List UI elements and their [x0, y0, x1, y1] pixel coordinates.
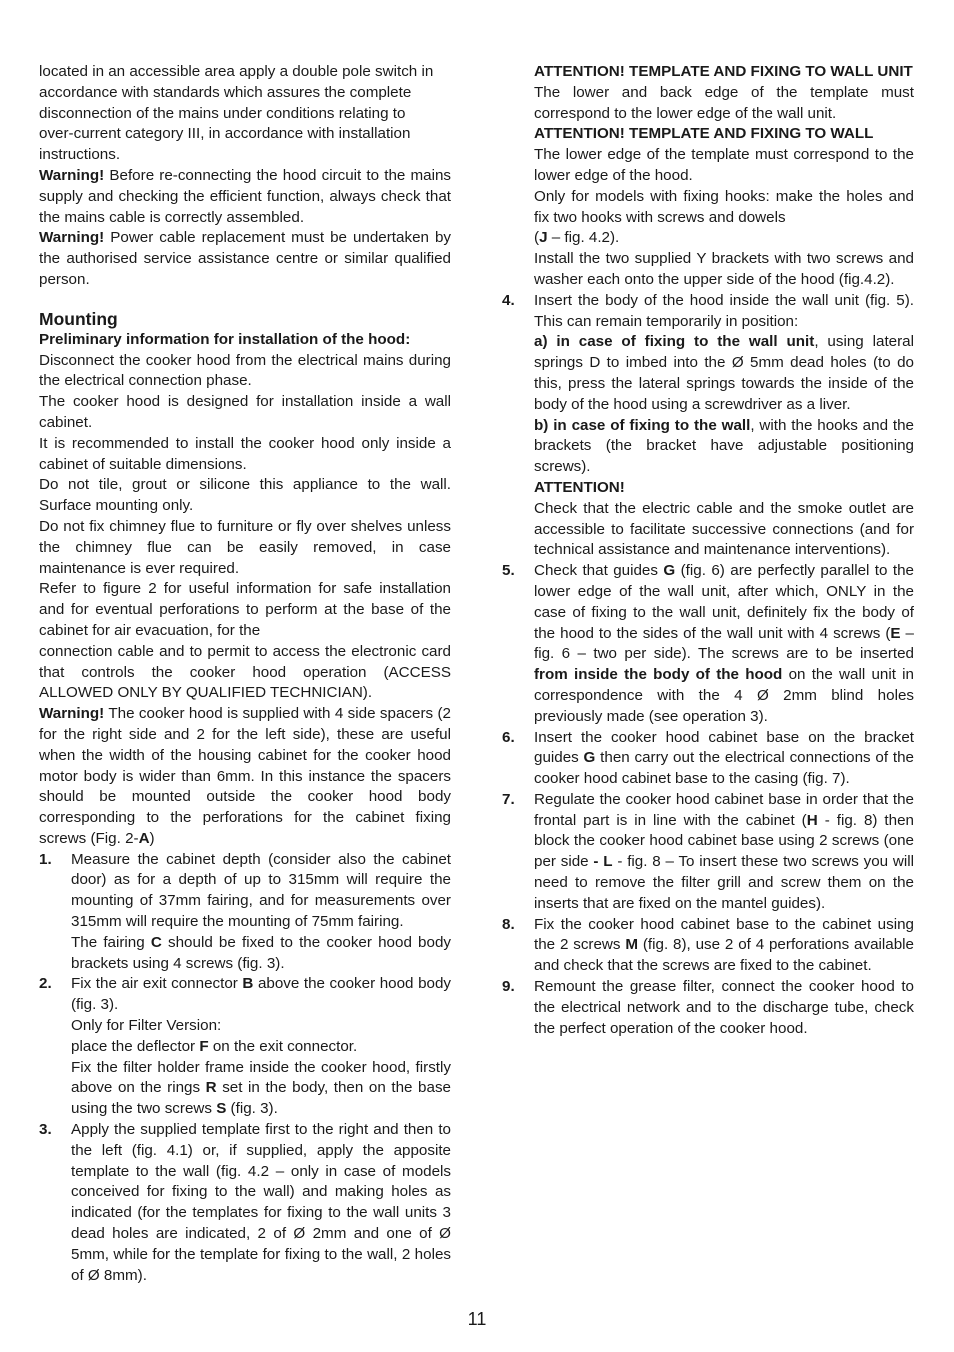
text-part: then carry out the electrical connections of the cooker hood cabinet base to the casing (fig. 7). — [534, 749, 914, 788]
step-option-b — [534, 416, 914, 478]
step-text: Remount the grease filter, connect the cooker hood to the electrical network and to the discharge tube, check the perfect operation of the cooker hood. — [534, 978, 914, 1037]
warning-paragraph-1 — [39, 166, 451, 228]
step-text — [71, 1037, 451, 1058]
text-part: – fig. 6 – two per side). The screws are to be inserted — [534, 624, 914, 663]
step-1 — [39, 850, 451, 975]
step-9 — [502, 977, 914, 1039]
hooks-text: Only for models with fixing hooks: make the holes and fix two hooks with screws and dowels — [534, 187, 914, 226]
preliminary-heading: Preliminary information for installation of the hood: — [39, 330, 411, 348]
warning-text: Before re-connecting the hood circuit to the mains supply and checking the efficient function, always check that the mains cable is correctly assembled. — [39, 166, 451, 226]
attention-block — [534, 62, 914, 291]
warning-label: Warning! — [39, 229, 105, 247]
right-column — [502, 62, 914, 1039]
attention-text-1: The lower and back edge of the template must correspond to the lower edge of the wall unit. — [534, 83, 914, 122]
text-part: Regulate the cooker hood cabinet base in order that the frontal part is in line with the cabinet ( — [534, 790, 914, 829]
warning-label: Warning! — [39, 705, 105, 723]
text-part: , with the hooks and the brackets (the bracket have adjustable positioning screws). — [534, 416, 914, 476]
paragraph: The cooker hood is designed for installation inside a wall cabinet. — [39, 393, 451, 431]
part-ref: - L — [593, 853, 613, 871]
part-ref: R — [205, 1079, 217, 1097]
step-text — [534, 915, 914, 977]
text-part: on the exit connector. — [208, 1037, 358, 1055]
step-number: 6. — [502, 728, 515, 746]
step-subtext — [71, 933, 451, 975]
attention-text-2: The lower edge of the template must correspond to the lower edge of the hood. — [534, 146, 914, 184]
step-number: 1. — [39, 850, 52, 868]
step-number: 5. — [502, 562, 515, 580]
option-label: a) in case of fixing to the wall unit — [534, 333, 815, 351]
paragraph: Refer to figure 2 for useful information for safe installation and for eventual perforations to perform at the base of the cabinet for air evacuation, for the — [39, 580, 451, 639]
figure-ref: A — [138, 829, 150, 847]
step-option-a — [534, 332, 914, 415]
text-part: (fig. 6) are perfectly parallel to the lower edge of the wall unit, after which, ONLY in the case of fixing to the wall unit, definitely fix the body of the hood to the sides of the wall unit with 4 screws ( — [534, 562, 915, 642]
part-ref: E — [890, 624, 901, 642]
part-ref: S — [216, 1100, 227, 1118]
step-text: Apply the supplied template first to the right and then to the left (fig. 4.1) or, if supplied, apply the apposite template to the wall (fig. 4.2 – only in case of models conceived for fixing to the wall) and making holes as indicated (for the templates for fixing to the wall units 3 dead holes are indicated, 2 of Ø 2mm and one of Ø 5mm, while for the template for fixing to the wall, 2 holes of Ø 8mm). — [71, 1121, 451, 1284]
text-part: - fig. 8) then block the cooker hood cabinet base using 2 screws (one per side — [534, 811, 914, 871]
step-number: 4. — [502, 291, 515, 309]
step-5 — [502, 561, 914, 727]
text-part: The fairing — [71, 933, 151, 951]
paragraph: connection cable and to permit to access the electronic card that controls the cooker hood operation (ACCESS ALLOWED ONLY BY QUALIFIED TECHNICIAN). — [39, 642, 451, 702]
step-number: 2. — [39, 975, 52, 993]
warning-paragraph-2 — [39, 228, 451, 290]
part-ref: C — [150, 933, 162, 951]
warning-label: Warning! — [39, 166, 105, 184]
attention-text-3: Check that the electric cable and the smoke outlet are accessible to facilitate successive connections (and for technical assistance and maintenance interventions). — [534, 499, 914, 559]
text-part: - fig. 8 – To insert these two screws you will need to remove the filter grill and screw them on the inserts that are fixed on the mantel guides). — [534, 853, 914, 912]
warning-paragraph-3 — [39, 704, 451, 850]
text-part: Check that guides — [534, 562, 664, 580]
step-6 — [502, 728, 914, 790]
text-part: set in the body, then on the base using the two screws — [71, 1079, 451, 1118]
page-number: 11 — [467, 1309, 487, 1329]
paragraph: Disconnect the cooker hood from the electrical mains during the electrical connection phase. — [39, 351, 451, 390]
step-3 — [39, 1120, 451, 1286]
part-ref: B — [242, 975, 254, 993]
text-part: (fig. 3). — [226, 1100, 278, 1118]
step-number: 7. — [502, 790, 515, 808]
paragraph: Do not tile, grout or silicone this appliance to the wall. Surface mounting only. — [39, 476, 451, 515]
left-column — [39, 62, 451, 1286]
part-ref: M — [625, 936, 638, 954]
step-text — [534, 728, 914, 790]
text-part: Fix the filter holder frame inside the cooker hood, firstly above on the rings — [71, 1058, 451, 1097]
part-ref: G — [663, 562, 676, 580]
text-part: ( — [534, 229, 540, 247]
part-ref: J — [539, 229, 548, 247]
step-text: Insert the body of the hood inside the wall unit (fig. 5). This can remain temporarily in position: — [534, 291, 914, 330]
hooks-ref — [534, 228, 914, 249]
text-part: Fix the cooker hood cabinet base to the cabinet using the 2 screws — [534, 915, 914, 954]
step-number: 3. — [39, 1121, 52, 1139]
text-part: (fig. 8), use 2 of 4 perforations available and check that the screws are fixed to the cabinet. — [534, 936, 914, 975]
paragraph: Do not fix chimney flue to furniture or fly over shelves unless the chimney flue can be easily removed, in case maintenance is ever required. — [39, 517, 451, 577]
step-4 — [502, 291, 914, 561]
step-8 — [502, 915, 914, 977]
intro-paragraph: located in an accessible area apply a double pole switch in accordance with standards which assures the complete disconnection of the mains under conditions relating to over-current category III, in accordance with installation instructions. — [39, 63, 434, 164]
step-text — [71, 974, 451, 1016]
filter-version-label: Only for Filter Version: — [71, 1017, 222, 1035]
warning-text-end: ) — [149, 829, 155, 847]
attention-heading-1: ATTENTION! TEMPLATE AND FIXING TO WALL UNIT — [534, 63, 913, 80]
text-part: Insert the cooker hood cabinet base on the bracket guides — [534, 728, 914, 767]
warning-text: Power cable replacement must be undertaken by the authorised service assistance centre or similar qualified person. — [39, 229, 451, 288]
text-part: Fix the air exit connector — [71, 975, 243, 993]
attention-heading-2: ATTENTION! TEMPLATE AND FIXING TO WALL — [534, 125, 874, 143]
step-text — [534, 790, 914, 915]
warning-text: The cooker hood is supplied with 4 side spacers (2 for the right side and 2 for the left side), these are useful when the width of the housing cabinet for the cooker hood motor body is wider than 6mm. In this instance the spacers should be mounted outside the cooker hood body corresponding to the perforations for the cabinet fixing screws (Fig. 2- — [39, 705, 451, 847]
option-label: b) in case of fixing to the wall — [534, 416, 751, 434]
attention-heading-3: ATTENTION! — [534, 478, 625, 496]
step-number: 8. — [502, 915, 515, 933]
step-text — [534, 561, 914, 727]
text-part: place the deflector — [71, 1037, 200, 1055]
step-text — [71, 1058, 451, 1120]
step-number: 9. — [502, 978, 515, 996]
brackets-text: Install the two supplied Y brackets with two screws and washer each onto the upper side of the hood (fig.4.2). — [534, 250, 914, 288]
part-ref: H — [806, 811, 818, 829]
mounting-heading: Mounting — [39, 308, 118, 329]
text-part: should be fixed to the cooker hood body brackets using 4 screws (fig. 3). — [71, 933, 451, 972]
step-7 — [502, 790, 914, 915]
text-part: , using lateral springs D to imbed into the Ø 5mm dead holes (to do this, press the lateral springs towards the inside of the body of the hood using a screwdriver as a liver. — [534, 333, 914, 413]
text-part: above the cooker hood body (fig. 3). — [71, 975, 451, 1014]
step-text: Measure the cabinet depth (consider also the cabinet door) as for a depth of up to 315mm will require the mounting of 37mm fairing, and for measurements over 315mm will require the mounting of 75mm fairing. — [71, 850, 451, 931]
text-part: – fig. 4.2). — [547, 229, 620, 247]
part-ref: G — [583, 749, 596, 767]
paragraph: It is recommended to install the cooker hood only inside a cabinet of suitable dimensions. — [39, 434, 451, 473]
part-ref: F — [199, 1037, 209, 1055]
emphasis: from inside the body of the hood — [534, 666, 783, 684]
step-2 — [39, 974, 451, 1120]
text-part: on the wall unit in correspondence with the 4 Ø 2mm blind holes previously made (see operation 3). — [534, 666, 914, 725]
